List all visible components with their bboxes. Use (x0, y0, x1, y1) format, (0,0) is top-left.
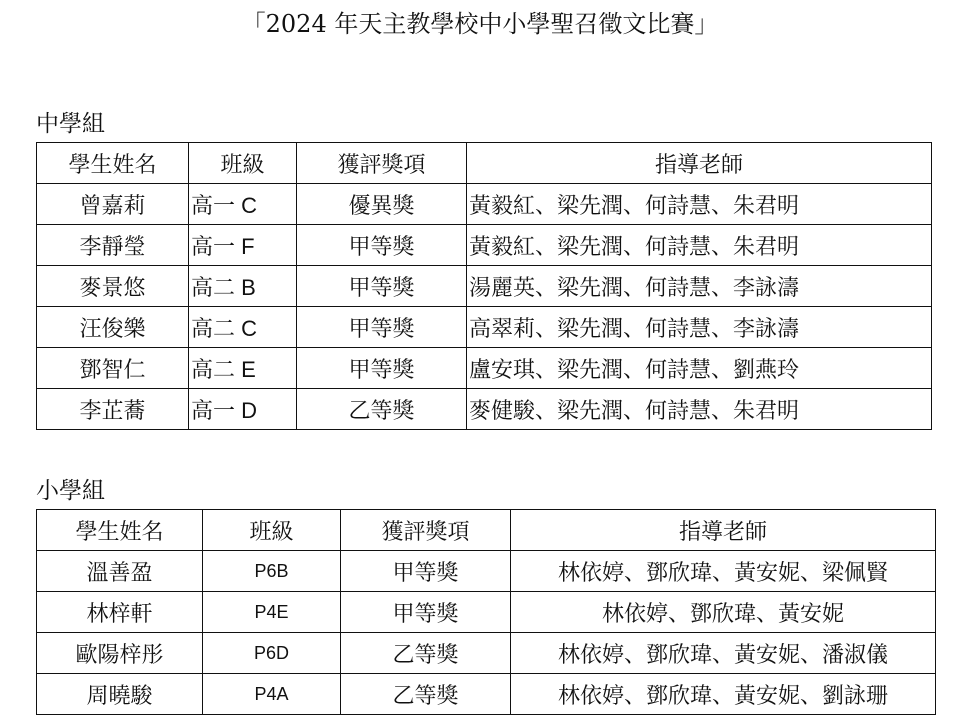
table-header-row (37, 510, 936, 551)
class-cell: 高一 C (189, 184, 297, 225)
header-award: 獲評獎項 (297, 143, 467, 184)
award-cell: 甲等獎 (297, 348, 467, 389)
teachers-cell: 麥健駿、梁先潤、何詩慧、朱君明 (467, 389, 932, 430)
student-name-cell: 汪俊樂 (37, 307, 189, 348)
class-cell: 高一 D (189, 389, 297, 430)
award-cell: 乙等獎 (297, 389, 467, 430)
class-cell: 高一 F (189, 225, 297, 266)
teachers-cell: 盧安琪、梁先潤、何詩慧、劉燕玲 (467, 348, 932, 389)
class-cell: 高二 E (189, 348, 297, 389)
teachers-cell: 林依婷、鄧欣瑋、黃安妮、潘淑儀 (511, 633, 936, 674)
header-student-name: 學生姓名 (37, 510, 203, 551)
teachers-cell: 林依婷、鄧欣瑋、黃安妮、梁佩賢 (511, 551, 936, 592)
student-name-cell: 曾嘉莉 (37, 184, 189, 225)
student-name-cell: 林梓軒 (37, 592, 203, 633)
table-row (37, 307, 932, 348)
award-cell: 乙等獎 (341, 674, 511, 715)
student-name-cell: 周曉駿 (37, 674, 203, 715)
header-teachers: 指導老師 (467, 143, 932, 184)
student-name-cell: 溫善盈 (37, 551, 203, 592)
teachers-cell: 黃毅紅、梁先潤、何詩慧、朱君明 (467, 225, 932, 266)
header-student-name: 學生姓名 (37, 143, 189, 184)
primary-award-table (36, 509, 936, 715)
table-row (37, 674, 936, 715)
class-cell: P6D (203, 633, 341, 674)
award-cell: 甲等獎 (341, 592, 511, 633)
student-name-cell: 李芷蕎 (37, 389, 189, 430)
header-award: 獲評獎項 (341, 510, 511, 551)
award-cell: 甲等獎 (297, 307, 467, 348)
teachers-cell: 黃毅紅、梁先潤、何詩慧、朱君明 (467, 184, 932, 225)
table-row (37, 266, 932, 307)
header-teachers: 指導老師 (511, 510, 936, 551)
teachers-cell: 湯麗英、梁先潤、何詩慧、李詠濤 (467, 266, 932, 307)
award-cell: 甲等獎 (341, 551, 511, 592)
class-cell: P4A (203, 674, 341, 715)
award-cell: 甲等獎 (297, 266, 467, 307)
table-row (37, 348, 932, 389)
student-name-cell: 歐陽梓彤 (37, 633, 203, 674)
class-cell: P4E (203, 592, 341, 633)
table-header-row (37, 143, 932, 184)
student-name-cell: 李靜瑩 (37, 225, 189, 266)
table-row (37, 633, 936, 674)
award-cell: 甲等獎 (297, 225, 467, 266)
class-cell: 高二 C (189, 307, 297, 348)
secondary-section-label: 中學組 (36, 111, 105, 137)
table-row (37, 592, 936, 633)
header-class: 班級 (189, 143, 297, 184)
primary-section-label: 小學組 (36, 478, 105, 504)
award-cell: 優異獎 (297, 184, 467, 225)
table-row (37, 225, 932, 266)
class-cell: 高二 B (189, 266, 297, 307)
teachers-cell: 林依婷、鄧欣瑋、黃安妮 (511, 592, 936, 633)
secondary-award-table (36, 142, 932, 430)
page-title: 「2024 年天主教學校中小學聖召徵文比賽」 (241, 10, 719, 38)
table-row (37, 389, 932, 430)
award-cell: 乙等獎 (341, 633, 511, 674)
teachers-cell: 高翠莉、梁先潤、何詩慧、李詠濤 (467, 307, 932, 348)
teachers-cell: 林依婷、鄧欣瑋、黃安妮、劉詠珊 (511, 674, 936, 715)
header-class: 班級 (203, 510, 341, 551)
student-name-cell: 鄧智仁 (37, 348, 189, 389)
table-row (37, 184, 932, 225)
table-row (37, 551, 936, 592)
student-name-cell: 麥景悠 (37, 266, 189, 307)
class-cell: P6B (203, 551, 341, 592)
